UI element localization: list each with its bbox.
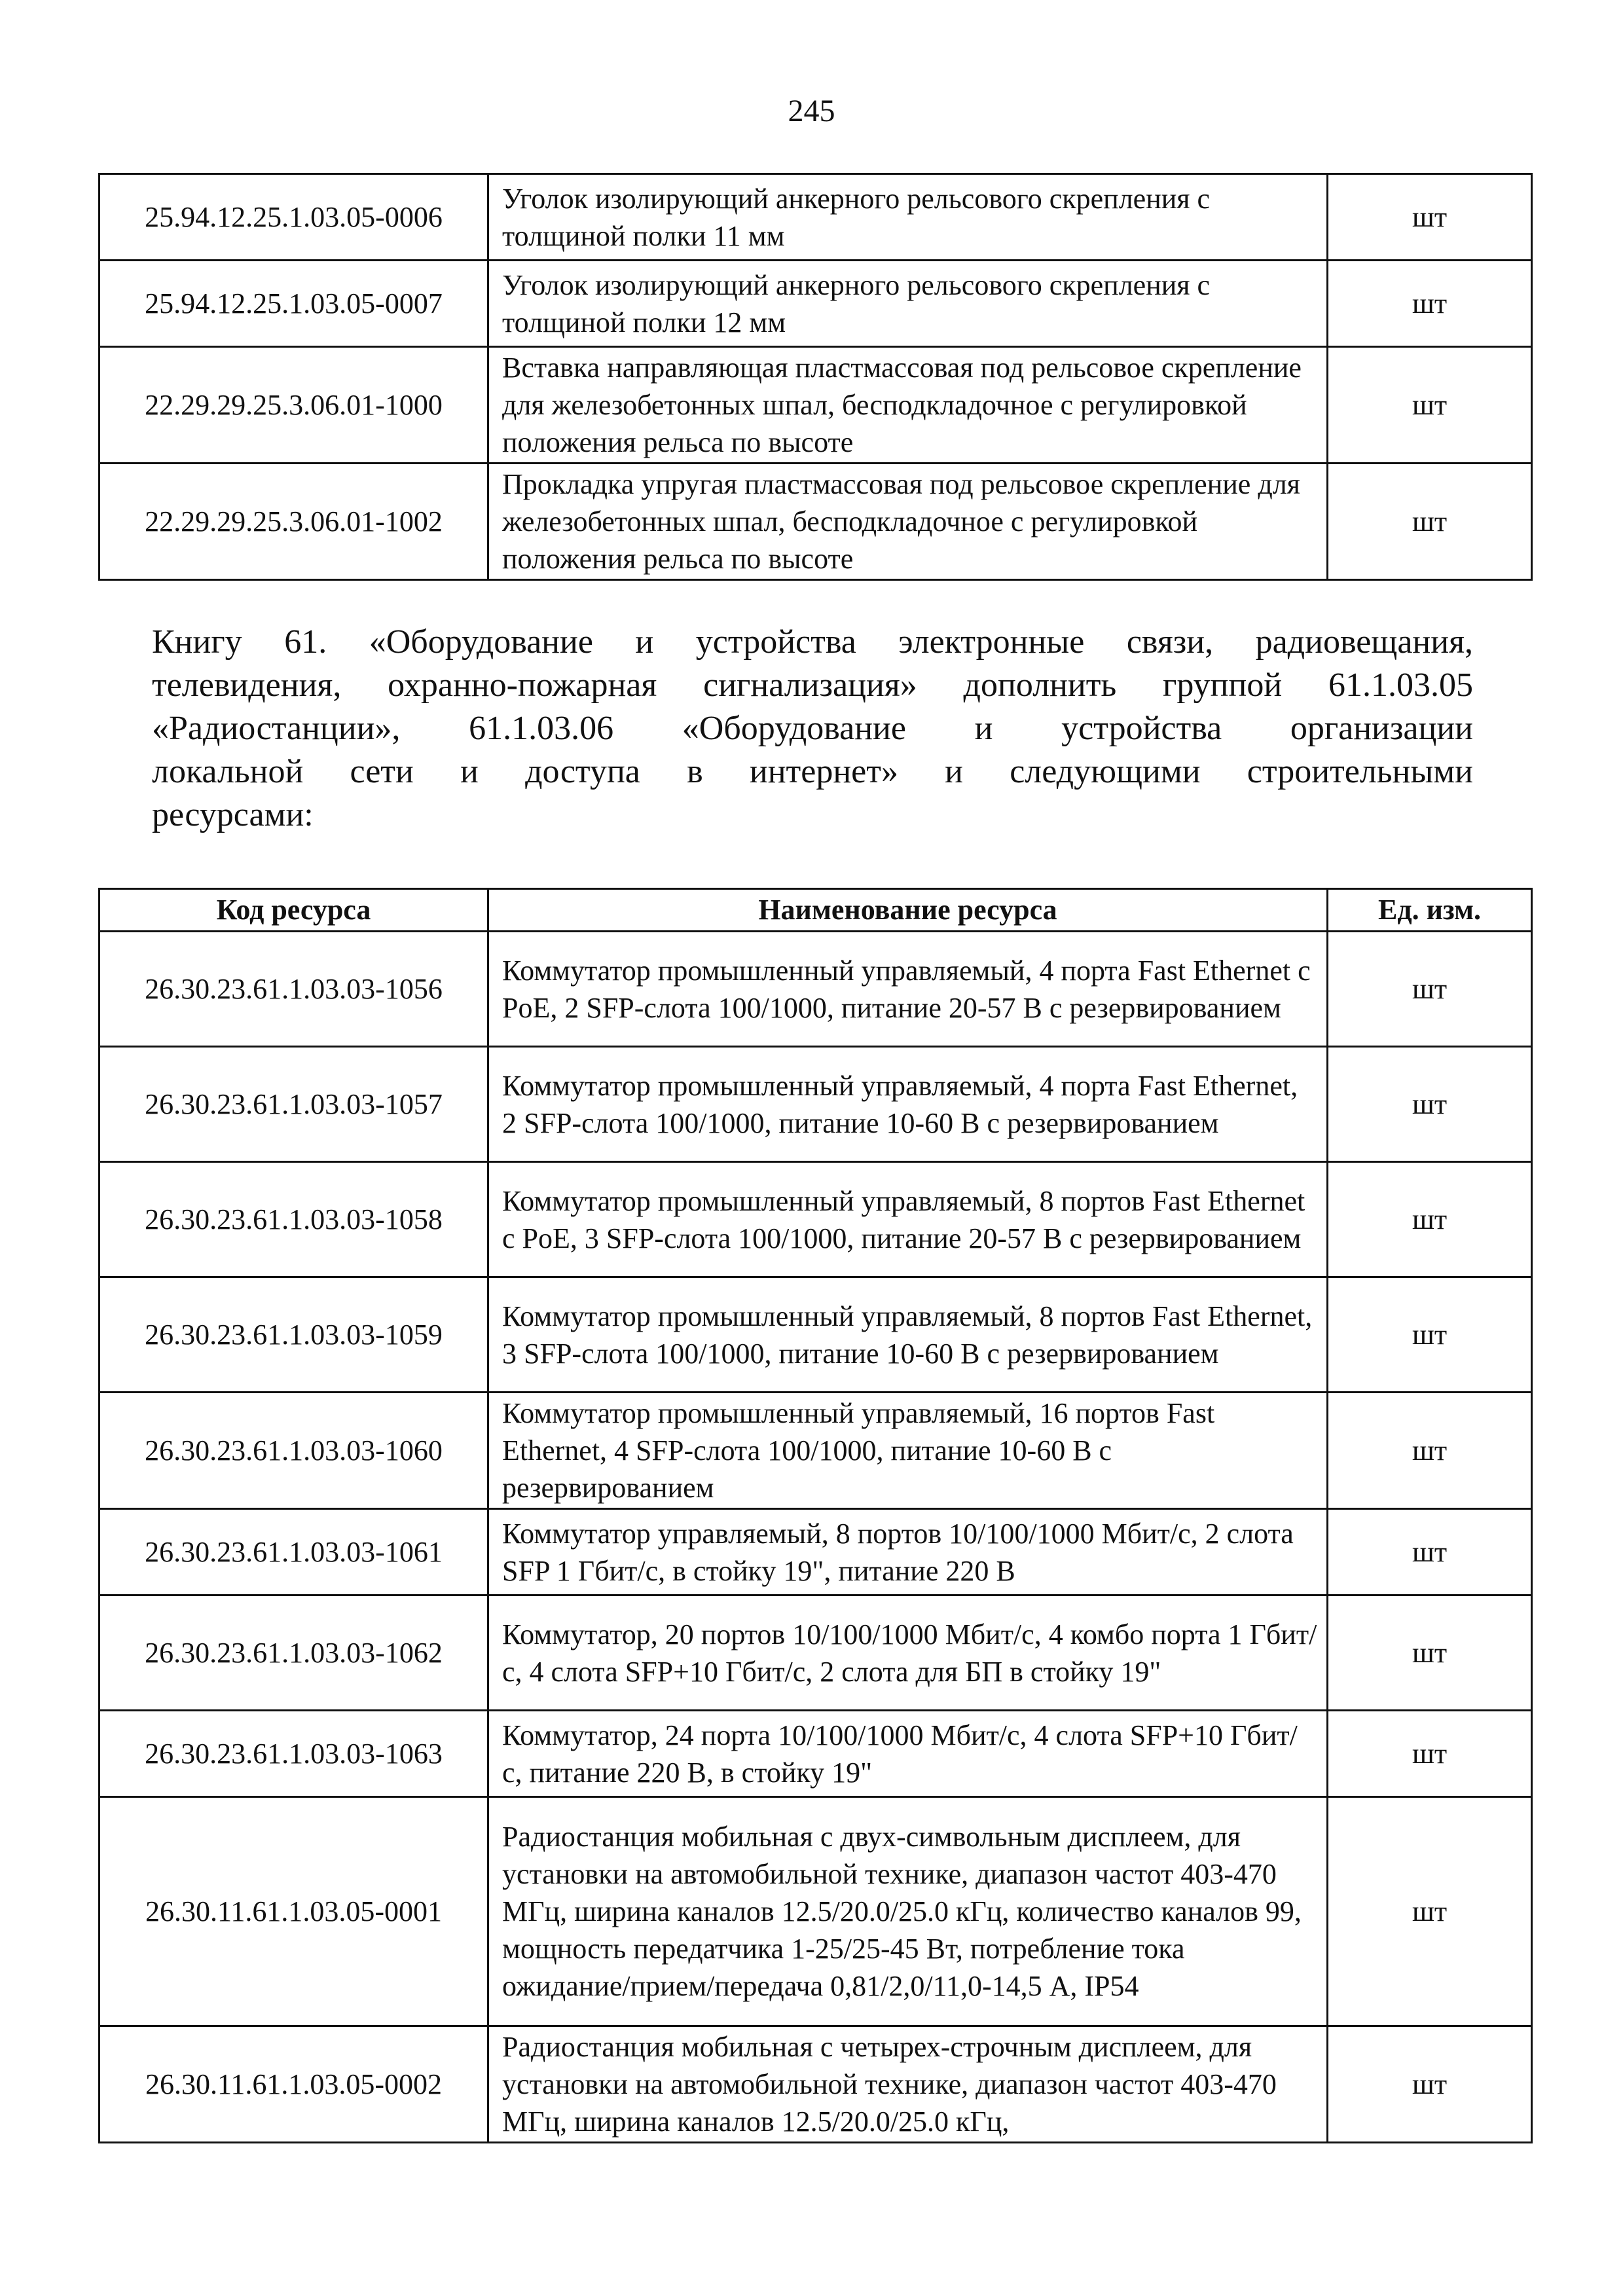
resource-unit: шт — [1328, 1047, 1532, 1162]
resource-code: 26.30.23.61.1.03.03-1058 — [100, 1162, 488, 1277]
resource-code: 26.30.23.61.1.03.03-1062 — [100, 1595, 488, 1711]
resource-name: Радиостанция мобильная с четырех-строчным дисплеем, для установки на автомобильной технике, диапазон частот 403-470 МГц, ширина каналов 12.5/20.0/25.0 кГц, — [488, 2026, 1328, 2143]
instruction-paragraph — [152, 621, 1473, 837]
resource-unit: шт — [1328, 1595, 1532, 1711]
resource-unit: шт — [1328, 1162, 1532, 1277]
resource-code: 26.30.11.61.1.03.05-0002 — [100, 2026, 488, 2143]
resource-code: 22.29.29.25.3.06.01-1002 — [100, 464, 488, 580]
resource-unit: шт — [1328, 1393, 1532, 1509]
resource-name: Коммутатор, 24 порта 10/100/1000 Мбит/с, 4 слота SFP+10 Гбит/с, питание 220 В, в стойку 19" — [488, 1711, 1328, 1797]
paragraph-line: «Радиостанции», 61.1.03.06 «Оборудование и устройства организации — [152, 710, 1473, 747]
resource-code: 26.30.23.61.1.03.03-1061 — [100, 1509, 488, 1595]
resource-unit: шт — [1328, 932, 1532, 1047]
resource-name: Прокладка упругая пластмассовая под рельсовое скрепление для железобетонных шпал, бесподкладочное с регулировкой положения рельса по высоте — [488, 464, 1328, 580]
table-row — [100, 174, 1532, 261]
resource-unit: шт — [1328, 2026, 1532, 2143]
table-row — [100, 1393, 1532, 1509]
resource-unit: шт — [1328, 174, 1532, 261]
resource-code: 26.30.23.61.1.03.03-1063 — [100, 1711, 488, 1797]
table-row — [100, 1162, 1532, 1277]
table-row — [100, 261, 1532, 347]
header-code: Код ресурса — [100, 889, 488, 932]
table-row — [100, 932, 1532, 1047]
resource-code: 25.94.12.25.1.03.05-0007 — [100, 261, 488, 347]
resource-name: Радиостанция мобильная с двух-символьным дисплеем, для установки на автомобильной технике, диапазон частот 403-470 МГц, ширина каналов 12.5/20.0/25.0 кГц, количество каналов 99, мощность передатчика 1-25/25-45 Вт, потребление тока ожидание/прием/передача 0,81/2,0/11,0-14,5 А, IP54 — [488, 1797, 1328, 2026]
table-row — [100, 1595, 1532, 1711]
resource-code: 26.30.23.61.1.03.03-1057 — [100, 1047, 488, 1162]
table-row — [100, 1711, 1532, 1797]
table-header-row — [100, 889, 1532, 932]
table-row — [100, 464, 1532, 580]
resource-name: Коммутатор, 20 портов 10/100/1000 Мбит/с, 4 комбо порта 1 Гбит/с, 4 слота SFP+10 Гбит/с, 2 слота для БП в стойку 19" — [488, 1595, 1328, 1711]
resource-name: Коммутатор промышленный управляемый, 8 портов Fast Ethernet, 3 SFP-слота 100/1000, питание 10-60 В с резервированием — [488, 1277, 1328, 1393]
paragraph-line: Книгу 61. «Оборудование и устройства электронные связи, радиовещания, — [152, 623, 1473, 661]
resource-code: 26.30.23.61.1.03.03-1056 — [100, 932, 488, 1047]
resource-code: 25.94.12.25.1.03.05-0006 — [100, 174, 488, 261]
resource-name: Коммутатор промышленный управляемый, 16 портов Fast Ethernet, 4 SFP-слота 100/1000, питание 10-60 В с резервированием — [488, 1393, 1328, 1509]
resource-name: Уголок изолирующий анкерного рельсового скрепления с толщиной полки 12 мм — [488, 261, 1328, 347]
resource-unit: шт — [1328, 347, 1532, 464]
table-row — [100, 347, 1532, 464]
table-row — [100, 1509, 1532, 1595]
paragraph-line: телевидения, охранно-пожарная сигнализация» дополнить группой 61.1.03.05 — [152, 666, 1473, 704]
resource-name: Коммутатор промышленный управляемый, 8 портов Fast Ethernet с PoE, 3 SFP-слота 100/1000, питание 20-57 В с резервированием — [488, 1162, 1328, 1277]
resource-code: 26.30.23.61.1.03.03-1060 — [100, 1393, 488, 1509]
paragraph-line: ресурсами: — [152, 796, 314, 833]
resource-unit: шт — [1328, 1797, 1532, 2026]
resource-code: 26.30.11.61.1.03.05-0001 — [100, 1797, 488, 2026]
resources-table — [98, 888, 1533, 2143]
resource-code: 26.30.23.61.1.03.03-1059 — [100, 1277, 488, 1393]
table-row — [100, 2026, 1532, 2143]
paragraph-line: локальной сети и доступа в интернет» и следующими строительными — [152, 753, 1473, 790]
resource-unit: шт — [1328, 1277, 1532, 1393]
resource-name: Уголок изолирующий анкерного рельсового скрепления с толщиной полки 11 мм — [488, 174, 1328, 261]
header-unit: Ед. изм. — [1328, 889, 1532, 932]
resource-unit: шт — [1328, 261, 1532, 347]
resource-unit: шт — [1328, 1509, 1532, 1595]
resource-unit: шт — [1328, 1711, 1532, 1797]
table-row — [100, 1277, 1532, 1393]
resource-name: Вставка направляющая пластмассовая под рельсовое скрепление для железобетонных шпал, бесподкладочное с регулировкой положения рельса по высоте — [488, 347, 1328, 464]
resource-unit: шт — [1328, 464, 1532, 580]
table-row — [100, 1797, 1532, 2026]
resource-name: Коммутатор промышленный управляемый, 4 порта Fast Ethernet с PoE, 2 SFP-слота 100/1000, питание 20-57 В с резервированием — [488, 932, 1328, 1047]
resource-code: 22.29.29.25.3.06.01-1000 — [100, 347, 488, 464]
page-number: 245 — [788, 94, 835, 128]
resource-name: Коммутатор управляемый, 8 портов 10/100/1000 Мбит/с, 2 слота SFP 1 Гбит/с, в стойку 19", питание 220 В — [488, 1509, 1328, 1595]
header-name: Наименование ресурса — [488, 889, 1328, 932]
table-row — [100, 1047, 1532, 1162]
resources-table-continued — [98, 173, 1533, 581]
resource-name: Коммутатор промышленный управляемый, 4 порта Fast Ethernet, 2 SFP-слота 100/1000, питание 10-60 В с резервированием — [488, 1047, 1328, 1162]
